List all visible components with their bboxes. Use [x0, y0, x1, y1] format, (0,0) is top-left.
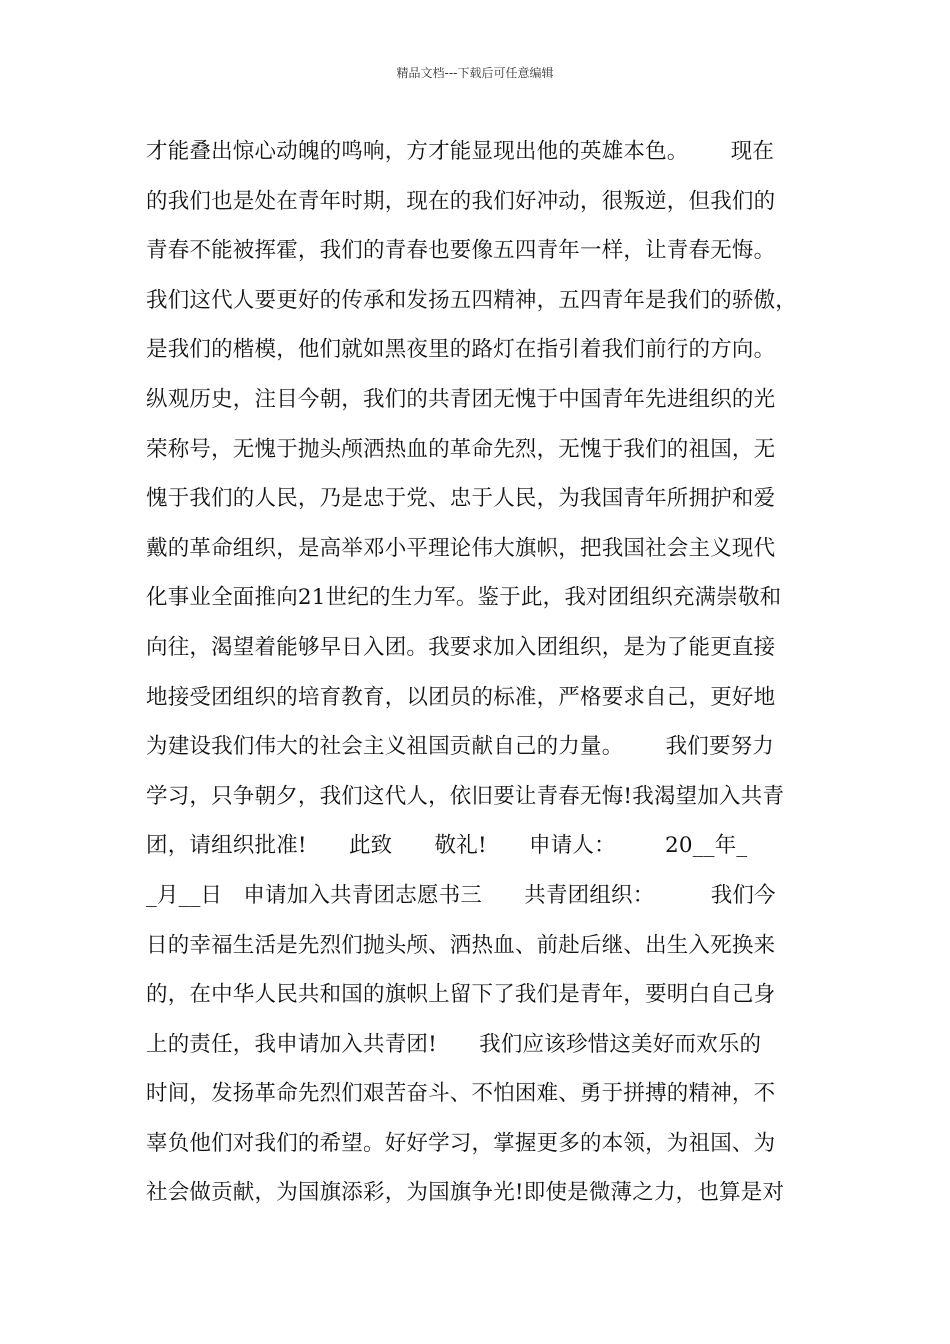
text-line: 地接受团组织的培育教育，以团员的标准，严格要求自己，更好地	[146, 684, 776, 710]
text-line: 戴的革命组织，是高举邓小平理论伟大旗帜，把我国社会主义现代	[146, 535, 776, 561]
text-line: 为建设我们伟大的社会主义祖国贡献自己的力量。 我们要努力	[146, 734, 775, 760]
text-line: 的，在中华人民共和国的旗帜上留下了我们是青年，要明白自己身	[146, 982, 776, 1008]
text-line: 时间，发扬革命先烈们艰苦奋斗、不怕困难、勇于拼搏的精神，不	[146, 1081, 776, 1107]
text-line: 愧于我们的人民，乃是忠于党、忠于人民，为我国青年所拥护和爱	[146, 486, 776, 512]
text-line: 才能叠出惊心动魄的鸣响，方才能显现出他的英雄本色。 现在	[146, 139, 775, 164]
text-line: 青春不能被挥霍，我们的青春也要像五四青年一样，让青春无悔。	[146, 238, 776, 264]
body-text	[146, 132, 816, 1223]
text-line: 学习，只争朝夕，我们这代人，依旧要让青春无悔!我渴望加入共青	[146, 783, 785, 809]
text-line: 荣称号，无愧于抛头颅洒热血的革命先烈，无愧于我们的祖国，无	[146, 436, 776, 462]
text-line: 化事业全面推向21世纪的生力军。鉴于此，我对团组织充满崇敬和	[146, 585, 782, 611]
text-line: 向往，渴望着能够早日入团。我要求加入团组织，是为了能更直接	[146, 634, 776, 660]
text-line: 纵观历史，注目今朝，我们的共青团无愧于中国青年先进组织的光	[146, 386, 776, 412]
text-line: 团，请组织批准! 此致 敬礼! 申请人： 20__年_	[146, 833, 748, 859]
page-header: 精品文档---下载后可任意编辑	[396, 66, 554, 80]
text-line: _月__日 申请加入共青团志愿书三 共青团组织： 我们今	[146, 882, 776, 908]
text-line: 辜负他们对我们的希望。好好学习，掌握更多的本领，为祖国、为	[146, 1130, 776, 1156]
text-line: 我们这代人要更好的传承和发扬五四精神，五四青年是我们的骄傲，	[146, 287, 798, 313]
text-line: 日的幸福生活是先烈们抛头颅、洒热血、前赴后继、出生入死换来	[146, 932, 776, 958]
text-line: 上的责任，我申请加入共青团! 我们应该珍惜这美好而欢乐的	[146, 1031, 762, 1057]
text-line: 的我们也是处在青年时期，现在的我们好冲动，很叛逆，但我们的	[146, 188, 776, 214]
text-line: 社会做贡献，为国旗添彩，为国旗争光!即使是微薄之力，也算是对	[146, 1180, 785, 1206]
text-line: 是我们的楷模，他们就如黑夜里的路灯在指引着我们前行的方向。	[146, 337, 776, 363]
